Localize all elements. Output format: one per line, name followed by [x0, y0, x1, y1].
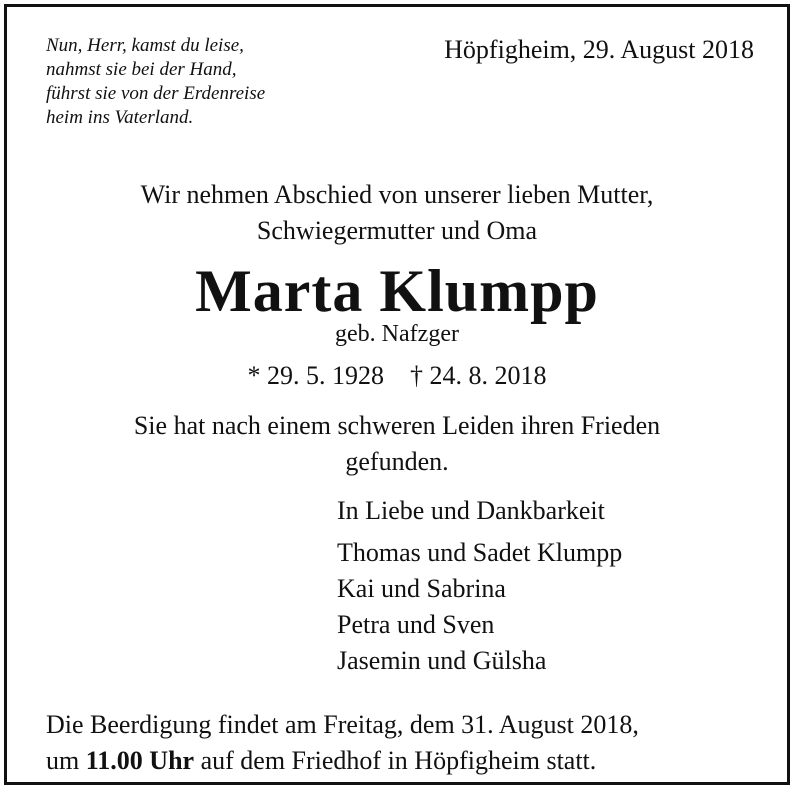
peace-line: Sie hat nach einem schweren Leiden ihren Frieden [133, 411, 661, 440]
funeral-line-2 [46, 743, 639, 779]
poem-line: nahmst sie bei der Hand, [46, 59, 237, 80]
intro-line: Wir nehmen Abschied von unserer lieben Mutter, [140, 180, 654, 209]
funeral-info [46, 707, 639, 779]
funeral-time: 11.00 Uhr [85, 746, 195, 775]
maiden-name: geb. Nafzger [335, 321, 459, 347]
mourner-name: Petra und Sven [337, 610, 495, 639]
intro-line: Schwiegermutter und Oma [256, 216, 538, 245]
mourner-name: Jasemin und Gülsha [337, 646, 547, 675]
poem-line: heim ins Vaterland. [46, 107, 194, 128]
funeral-suffix: auf dem Friedhof in Höpfigheim statt. [200, 746, 597, 775]
mourner-name: Thomas und Sadet Klumpp [337, 538, 623, 567]
poem-line: führst sie von der Erdenreise [46, 83, 266, 104]
mourners-lead: In Liebe und Dankbarkeit [337, 496, 605, 525]
death-date: † 24. 8. 2018 [410, 361, 547, 390]
mourners-block [337, 495, 622, 679]
poem-verse [46, 34, 265, 130]
poem-line: Nun, Herr, kamst du leise, [46, 35, 244, 56]
farewell-intro [7, 177, 787, 249]
birth-date: * 29. 5. 1928 [247, 361, 384, 390]
life-dates [7, 360, 787, 392]
deceased-name: Marta Klumpp [195, 258, 599, 324]
funeral-prefix: um [46, 746, 80, 775]
peace-line: gefunden. [345, 447, 449, 476]
peace-text [7, 408, 787, 480]
obituary-notice [4, 4, 790, 785]
funeral-line-1: Die Beerdigung findet am Freitag, dem 31. August 2018, [46, 710, 639, 739]
mourner-name: Kai und Sabrina [337, 574, 506, 603]
place-date: Höpfigheim, 29. August 2018 [444, 35, 754, 64]
